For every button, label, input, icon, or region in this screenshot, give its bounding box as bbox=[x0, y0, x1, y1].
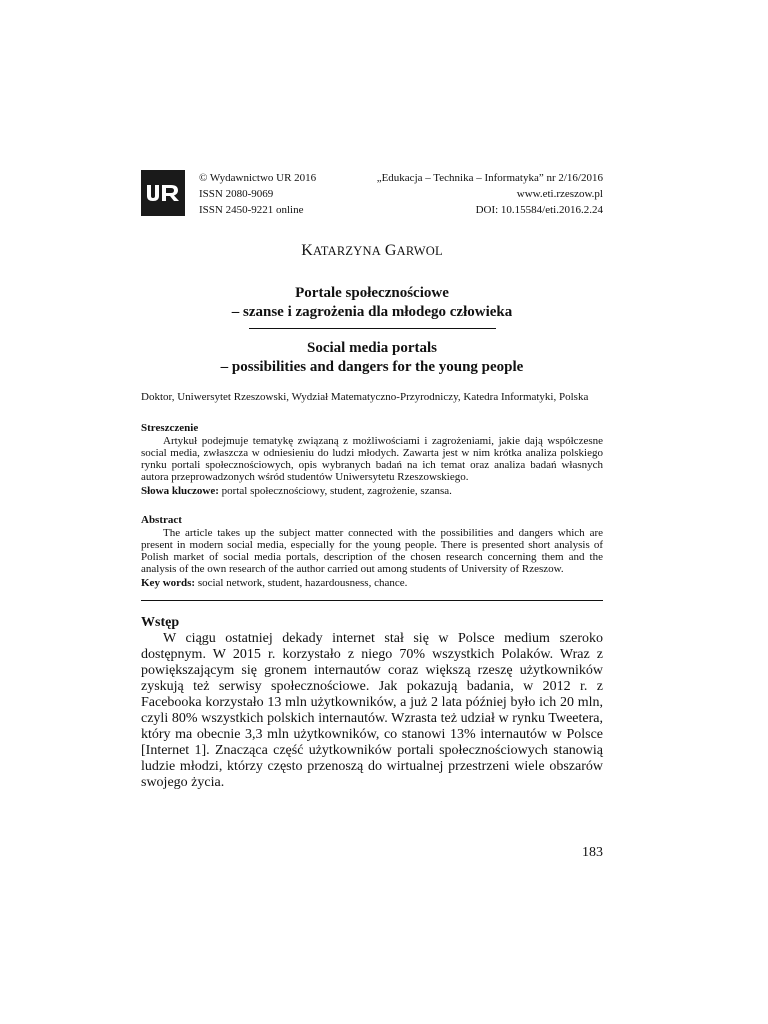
keywords-english bbox=[141, 577, 603, 590]
abstract-english-text: The article takes up the subject matter connected with the possibilities and dangers which are present in modern social media, especially for the young people. There is presented short analysis of Polish market of social media portals, description of the chosen research concerning them and the analysis of the own research of the author carried out among students of University of Rzeszow. bbox=[141, 527, 603, 575]
title-polish-line2: – szanse i zagrożenia dla młodego człowieka bbox=[231, 304, 513, 320]
abstract-english bbox=[141, 514, 603, 590]
university-logo bbox=[141, 170, 185, 216]
title-english-line1: Social media portals bbox=[307, 340, 437, 356]
title-polish-line1: Portale społecznościowe bbox=[295, 285, 449, 301]
author-first-rest: ATARZYNA bbox=[312, 244, 381, 258]
keywords-polish-label: Słowa kluczowe: bbox=[141, 485, 219, 497]
article-page bbox=[141, 170, 603, 791]
keywords-polish-values: portal społecznościowy, student, zagrożenie, szansa. bbox=[218, 485, 452, 497]
keywords-polish bbox=[141, 485, 603, 498]
journal-title: „Edukacja – Technika – Informatyka” nr 2/16/2016 bbox=[376, 172, 603, 184]
page-number: 183 bbox=[582, 845, 603, 860]
doi: DOI: 10.15584/eti.2016.2.24 bbox=[475, 204, 603, 216]
author-first-initial: K bbox=[301, 242, 313, 259]
abstract-polish-text: Artykuł podejmuje tematykę związaną z możliwościami i zagrożeniami, jakie dają współczesne social media, zwłaszcza w odniesieniu do ludzi młodych. Zawarta jest w nim krótka analiza polskiego rynku portali społecznościowych, opis wybranych badań na ich temat oraz analiza badań własnych autora przeprowadzonych wśród studentów Uniwersytetu Rzeszowskiego. bbox=[141, 435, 603, 483]
publisher-copyright: © Wydawnictwo UR 2016 bbox=[199, 172, 317, 184]
title-english-line2: – possibilities and dangers for the young people bbox=[220, 359, 524, 375]
section-rule bbox=[141, 600, 603, 601]
ur-logo-icon bbox=[145, 182, 181, 204]
issn-online: ISSN 2450-9221 online bbox=[199, 204, 304, 216]
author-last-initial: G bbox=[384, 242, 397, 259]
intro-heading: Wstęp bbox=[141, 615, 180, 630]
title-english bbox=[141, 339, 603, 377]
abstract-polish-label: Streszczenie bbox=[141, 422, 199, 434]
keywords-english-label: Key words: bbox=[141, 577, 196, 589]
issn-print: ISSN 2080-9069 bbox=[199, 188, 274, 200]
abstract-polish bbox=[141, 422, 603, 498]
intro-paragraph: W ciągu ostatniej dekady internet stał się w Polsce medium szeroko dostępnym. W 2015 r. korzystało z niego 70% wszystkich Polaków. Wraz z powiększającym się gronem internautów coraz większą rzeszę użytkowników zyskują też serwisy społecznościowe. Jak pokazują badania, w 2012 r. z Facebooka korzystało 13 mln użytkowników, a już 2 lata później było ich 20 mln, czyli 80% wszystkich polskich internautów. Wzrasta też udział w rynku Tweetera, który ma obecnie 3,3 mln użytkowników, co stanowi 13% internautów w Polsce [Internet 1]. Znacząca część użytkowników portali społecznościowych stanowią ludzie młodzi, którzy często przenoszą do wirtualnej przestrzeni wiele obszarów swojego życia. bbox=[141, 631, 603, 790]
author-affiliation: Doktor, Uniwersytet Rzeszowski, Wydział Matematyczno-Przyrodniczy, Katedra Informatyki, Polska bbox=[141, 391, 589, 403]
title-polish bbox=[141, 284, 603, 322]
journal-website: www.eti.rzeszow.pl bbox=[516, 188, 603, 200]
title-divider bbox=[249, 328, 496, 329]
abstract-english-label: Abstract bbox=[141, 514, 182, 526]
keywords-english-values: social network, student, hazardousness, chance. bbox=[195, 577, 408, 589]
author-last-rest: ARWOL bbox=[396, 244, 443, 258]
publisher-info bbox=[199, 170, 316, 218]
author-name bbox=[141, 242, 603, 260]
journal-info bbox=[377, 170, 603, 218]
journal-header bbox=[141, 170, 603, 220]
